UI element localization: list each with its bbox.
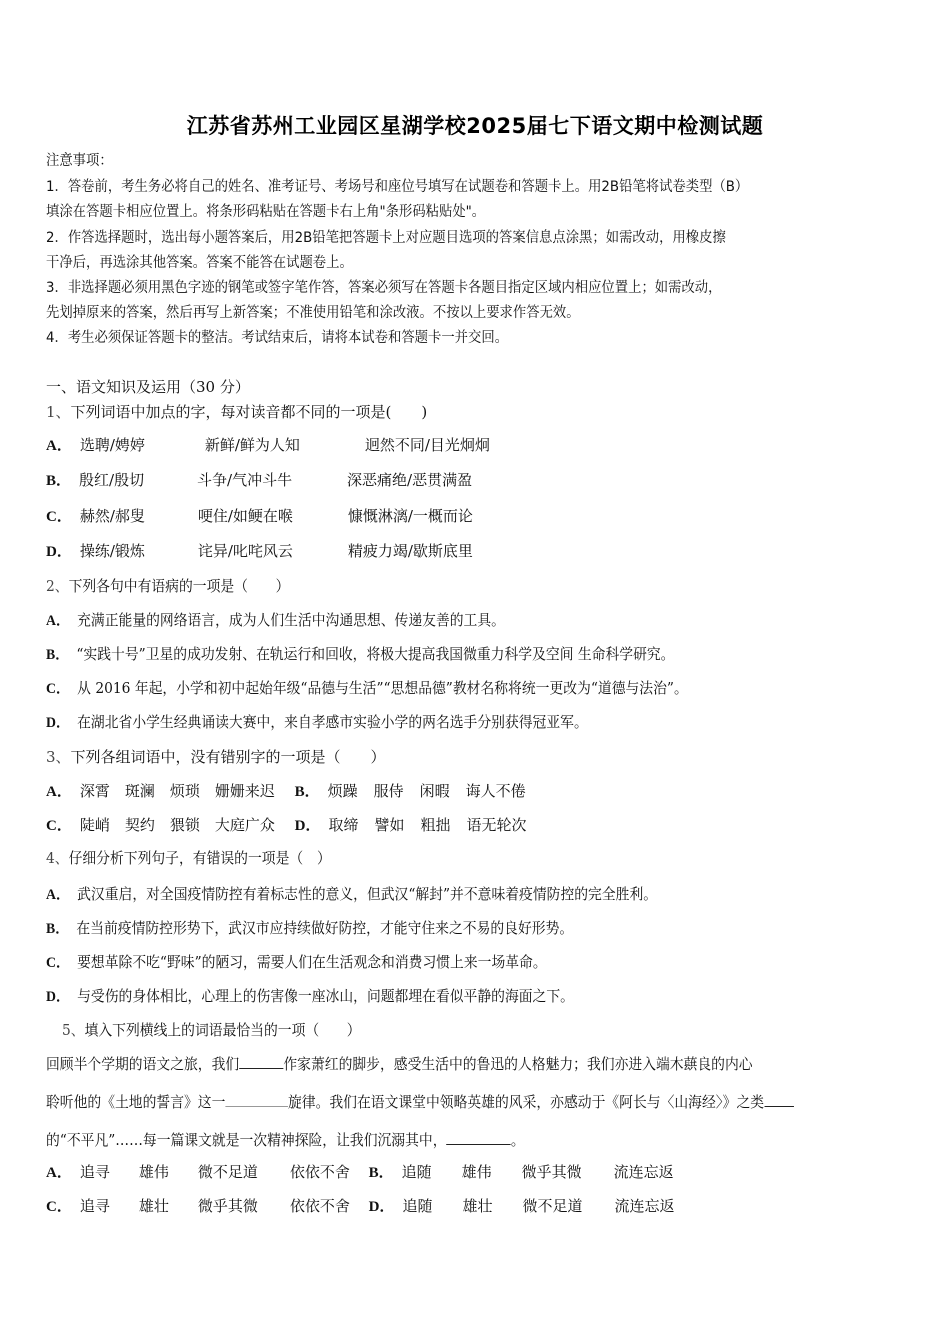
option-item: 选聘/娉婷	[79, 436, 145, 454]
option-item: 深恶痛绝/恶贯满盈	[347, 471, 473, 489]
option-label: B．	[46, 647, 70, 663]
notice-line: 2．作答选择题时，选出每小题答案后，用2B铅笔把答题卡上对应题目选项的答案信息点涂黑；如需改动，用橡皮擦	[46, 230, 726, 246]
option-label: C．	[46, 509, 72, 525]
option-item: 斑澜	[124, 782, 155, 800]
option-label: A．	[46, 1165, 72, 1181]
option-label: C．	[46, 681, 70, 697]
question-5-passage-line	[46, 1130, 525, 1150]
question-5-options-row	[46, 1162, 674, 1183]
option-label: C．	[46, 1199, 72, 1215]
option-item: 烦琐	[169, 782, 200, 800]
option-label: B．	[46, 473, 72, 489]
option-item: 殷红/殷切	[79, 471, 145, 489]
option-item: 譬如	[374, 816, 405, 834]
option-text: 在湖北省小学生经典诵读大赛中，来自孝感市实验小学的两名选手分别获得冠亚军。	[77, 713, 588, 731]
option-item: 精疲力竭/歇斯底里	[347, 542, 473, 560]
option-text: 充满正能量的网络语言，成为人们生活中沟通思想、传递友善的工具。	[77, 611, 505, 629]
option-item: 流连忘返	[614, 1197, 675, 1215]
option-label: A．	[46, 887, 70, 903]
option-text: 与受伤的身体相比，心理上的伤害像一座冰山，问题都埋在看似平静的海面之下。	[77, 987, 574, 1005]
notice-line: 先划掉原来的答案，然后再写上新答案；不准使用铅笔和涂改液。不按以上要求作答无效。	[46, 305, 580, 321]
question-3-options-row	[46, 815, 526, 836]
option-item: 赫然/郝叟	[79, 507, 145, 525]
option-item: 雄伟	[138, 1163, 169, 1181]
option-item: 取缔	[328, 816, 359, 834]
question-number: 3、	[46, 748, 71, 766]
fill-blank-4	[447, 1130, 511, 1145]
question-number: 1、	[46, 403, 71, 421]
option-label: A．	[46, 784, 72, 800]
option-item: 新鲜/鲜为人知	[204, 436, 300, 454]
option-text: 在当前疫情防控形势下，武汉市应持续做好防控，才能守住来之不易的良好形势。	[76, 919, 574, 937]
question-2-option-b	[46, 644, 674, 665]
question-4-stem	[46, 848, 331, 868]
option-label: B．	[368, 1165, 394, 1181]
question-1-option-c	[46, 506, 473, 527]
notice-line: 1．答卷前，考生务必将自己的姓名、准考证号、考场号和座位号填写在试题卷和答题卡上。用2B铅笔将试卷类型（B）	[46, 179, 749, 195]
option-label: D．	[294, 818, 321, 834]
option-label: D．	[46, 715, 70, 731]
option-text: 要想革除不吃“野味”的陋习，需要人们在生活观念和消费习惯上来一场革命。	[77, 953, 547, 971]
option-label: D．	[368, 1199, 395, 1215]
option-item: 微不足道	[522, 1197, 583, 1215]
page-title: 江苏省苏州工业园区星湖学校2025届七下语文期中检测试题	[186, 114, 764, 138]
option-item: 契约	[124, 816, 155, 834]
option-item: 大庭广众	[214, 816, 275, 834]
question-2-stem	[46, 576, 289, 596]
fill-blank-2	[225, 1092, 288, 1107]
question-text: 下列各组词语中，没有错别字的一项是（ ）	[70, 748, 386, 766]
option-item: 依依不舍	[289, 1197, 350, 1215]
option-item: 姗姗来迟	[214, 782, 275, 800]
option-item: 语无轮次	[466, 816, 527, 834]
passage-text: 回顾半个学期的语文之旅，我们	[46, 1055, 240, 1073]
option-item: 依依不舍	[289, 1163, 350, 1181]
question-3-stem	[46, 747, 386, 767]
option-item: 烦躁	[327, 782, 358, 800]
option-label: D．	[46, 989, 70, 1005]
notice-line: 3．非选择题必须用黑色字迹的钢笔或签字笔作答，答案必须写在答题卡各题目指定区域内相应位置上；如需改动，	[46, 280, 722, 296]
option-label: B．	[294, 784, 320, 800]
option-text: 武汉重启，对全国疫情防控有着标志性的意义，但武汉“解封”并不意味着疫情防控的完全胜利。	[77, 885, 658, 903]
question-2-option-c	[46, 678, 688, 699]
option-item: 粗拙	[420, 816, 451, 834]
option-item: 追寻	[79, 1197, 110, 1215]
option-label: B．	[46, 921, 70, 937]
question-5-passage-line	[46, 1054, 753, 1074]
passage-text: 。	[510, 1131, 525, 1149]
option-item: 猥锁	[169, 816, 200, 834]
option-item: 追随	[402, 1197, 433, 1215]
option-label: A．	[46, 613, 70, 629]
option-item: 闲暇	[419, 782, 450, 800]
option-item: 服侍	[373, 782, 404, 800]
question-1-option-b	[46, 470, 472, 491]
option-item: 迥然不同/目光炯炯	[364, 436, 490, 454]
question-5-options-row	[46, 1196, 674, 1217]
option-item: 哽住/如鲠在喉	[197, 507, 293, 525]
notice-line: 4．考生必须保证答题卡的整洁。考试结束后，请将本试卷和答题卡一并交回。	[46, 330, 509, 346]
question-text: 下列词语中加点的字，每对读音都不同的一项是( )	[70, 403, 428, 421]
question-3-options-row	[46, 781, 526, 802]
question-number: 2、	[46, 577, 69, 595]
option-label: D．	[46, 544, 72, 560]
notice-line: 干净后，再选涂其他答案。答案不能答在试题卷上。	[46, 255, 353, 271]
option-item: 雄壮	[138, 1197, 169, 1215]
option-item: 深霄	[79, 782, 110, 800]
question-text: 仔细分析下列句子，有错误的一项是（ ）	[68, 849, 331, 867]
question-4-option-d	[46, 986, 574, 1007]
option-item: 斗争/气冲斗牛	[197, 471, 293, 489]
option-label: C．	[46, 955, 70, 971]
question-5-stem	[62, 1020, 361, 1040]
option-item: 陡峭	[79, 816, 110, 834]
passage-text: 聆听他的《土地的誓言》这一	[46, 1093, 226, 1111]
passage-text: 作家萧红的脚步，感受生活中的鲁迅的人格魅力；我们亦进入端木蕻良的内心	[283, 1055, 753, 1073]
question-4-option-c	[46, 952, 547, 973]
option-item: 诧异/叱咤风云	[197, 542, 293, 560]
passage-text: 旋律。我们在语文课堂中领略英雄的风采，亦感动于《阿长与〈山海经〉》之类	[287, 1093, 765, 1111]
notice-heading: 注意事项：	[46, 153, 113, 169]
notice-line: 填涂在答题卡相应位置上。将条形码粘贴在答题卡右上角"条形码粘贴处"。	[46, 204, 486, 220]
option-item: 微乎其微	[521, 1163, 582, 1181]
question-5-passage-line	[46, 1092, 794, 1112]
fill-blank-3	[764, 1092, 793, 1107]
option-item: 流连忘返	[613, 1163, 674, 1181]
fill-blank-1	[239, 1054, 283, 1069]
option-text: “实践十号”卫星的成功发射、在轨运行和回收，将极大提高我国微重力科学及空间 生命科学研究。	[76, 645, 675, 663]
option-label: C．	[46, 818, 72, 834]
option-item: 追寻	[79, 1163, 110, 1181]
option-item: 雄伟	[461, 1163, 492, 1181]
question-text: 下列各句中有语病的一项是（ ）	[68, 577, 290, 595]
option-item: 微乎其微	[197, 1197, 258, 1215]
question-text: 填入下列横线上的词语最恰当的一项（ ）	[84, 1021, 361, 1039]
option-text: 从 2016 年起，小学和初中起始年级“品德与生活”“思想品德”教材名称将统一更改为“道德与法治”。	[77, 679, 688, 697]
section-heading: 一、语文知识及运用（30 分）	[46, 378, 250, 396]
option-item: 慷慨淋漓/一概而论	[347, 507, 473, 525]
question-2-option-d	[46, 712, 588, 733]
option-item: 操练/锻炼	[79, 542, 145, 560]
question-4-option-a	[46, 884, 657, 905]
option-label: A．	[46, 438, 72, 454]
question-4-option-b	[46, 918, 573, 939]
passage-text: 的“不平凡”……每一篇课文就是一次精神探险，让我们沉溺其中，	[46, 1131, 447, 1149]
question-number: 4、	[46, 849, 69, 867]
option-item: 雄壮	[462, 1197, 493, 1215]
option-item: 微不足道	[197, 1163, 258, 1181]
question-number: 5、	[62, 1021, 85, 1039]
question-1-option-a	[46, 435, 490, 456]
question-1-stem	[46, 402, 427, 422]
option-item: 诲人不倦	[465, 782, 526, 800]
option-item: 追随	[401, 1163, 432, 1181]
question-2-option-a	[46, 610, 505, 631]
question-1-option-d	[46, 541, 473, 562]
